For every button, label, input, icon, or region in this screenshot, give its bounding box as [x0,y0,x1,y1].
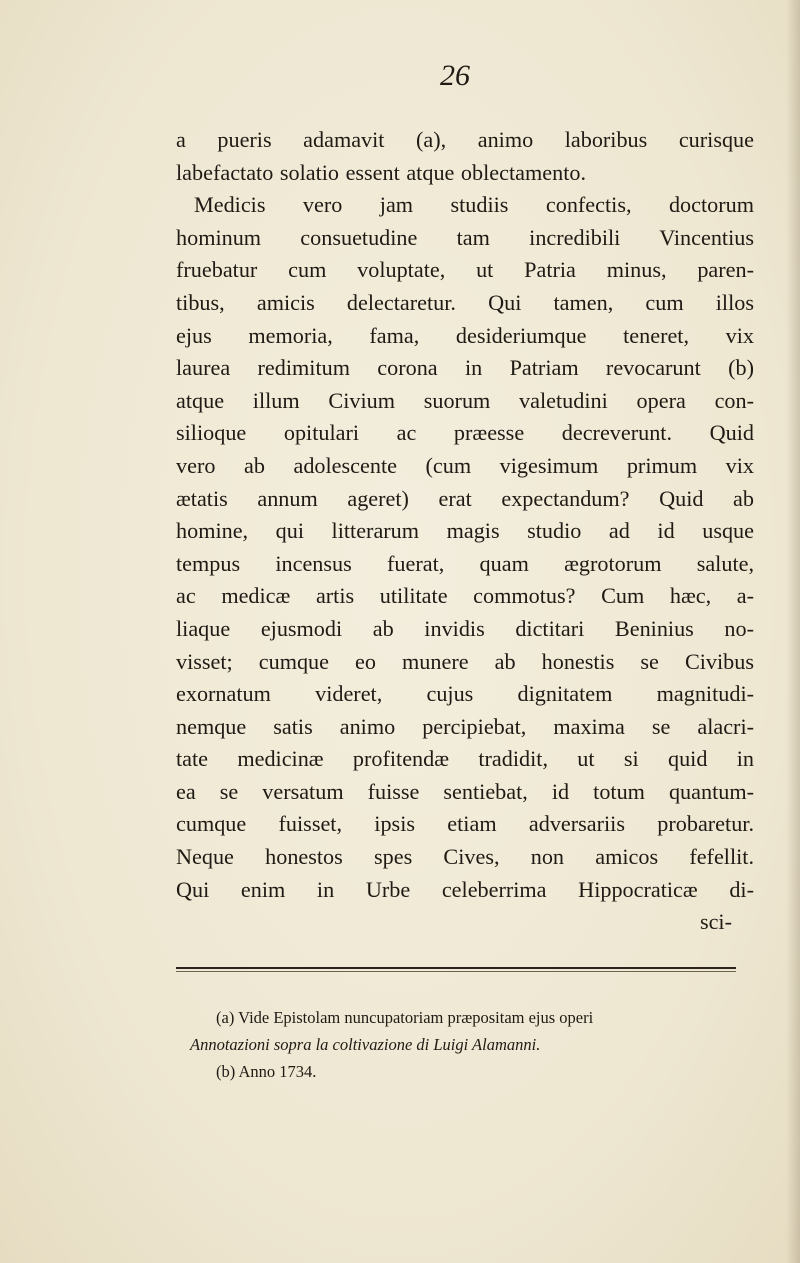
text-line: a pueris adamavit (a), animo laboribus curisque [176,127,754,152]
footnote-b: (b) Anno 1734. [216,1062,317,1081]
text-line: fruebatur cum voluptate, ut Patria minus, paren- [176,257,754,283]
footnote-a-continued: Annotazioni sopra la coltivazione di Luigi Alamanni. [190,1035,541,1054]
text-line: cumque fuisset, ipsis etiam adversariis probaretur. [176,811,754,837]
text-line: tibus, amicis delectaretur. Qui tamen, cum illos [176,289,754,315]
text-line: laurea redimitum corona in Patriam revocarunt (b) [176,355,754,381]
text-line: atque illum Civium suorum valetudini opera con- [176,387,754,413]
text-line: visset; cumque eo munere ab honestis se Civibus [176,648,754,674]
text-line: liaque ejusmodi ab invidis dictitari Beninius no- [176,615,754,641]
text-line: ætatis annum ageret) erat expectandum? Quid ab [176,485,754,511]
footnote-a: (a) Vide Epistolam nuncupatoriam præpositam ejus operi [216,1008,594,1027]
text-line: homine, qui litterarum magis studio ad id usque [176,518,754,544]
text-line: ac medicæ artis utilitate commotus? Cum hæc, a- [176,583,754,609]
text-line: nemque satis animo percipiebat, maxima se alacri- [176,713,754,739]
body-text [176,124,754,939]
footnote-rule-thin [176,971,736,972]
text-line: Neque honestos spes Cives, non amicos fefellit. [176,844,754,870]
page-number: 26 [440,59,470,92]
text-line: tate medicinæ profitendæ tradidit, ut si quid in [176,746,754,772]
footnote-rule [176,967,736,969]
text-line: vero ab adolescente (cum vigesimum primum vix [176,452,754,478]
footnotes [190,1004,756,1085]
catchword: sci- [699,909,732,935]
page-edge-shadow [786,0,800,1263]
text-line: labefactato solatio essent atque oblectamento. [176,159,586,185]
text-line: hominum consuetudine tam incredibili Vincentius [176,224,754,250]
text-line: tempus incensus fuerat, quam ægrotorum salute, [176,550,754,576]
text-line: ea se versatum fuisse sentiebat, id totum quantum- [176,778,754,804]
text-line: Medicis vero jam studiis confectis, doctorum [194,192,754,218]
text-line: Qui enim in Urbe celeberrima Hippocraticæ di- [176,876,754,902]
text-line: ejus memoria, fama, desideriumque teneret, vix [176,322,754,348]
text-line: silioque opitulari ac præesse decreverunt. Quid [176,420,754,446]
text-line: exornatum videret, cujus dignitatem magnitudi- [176,681,754,707]
